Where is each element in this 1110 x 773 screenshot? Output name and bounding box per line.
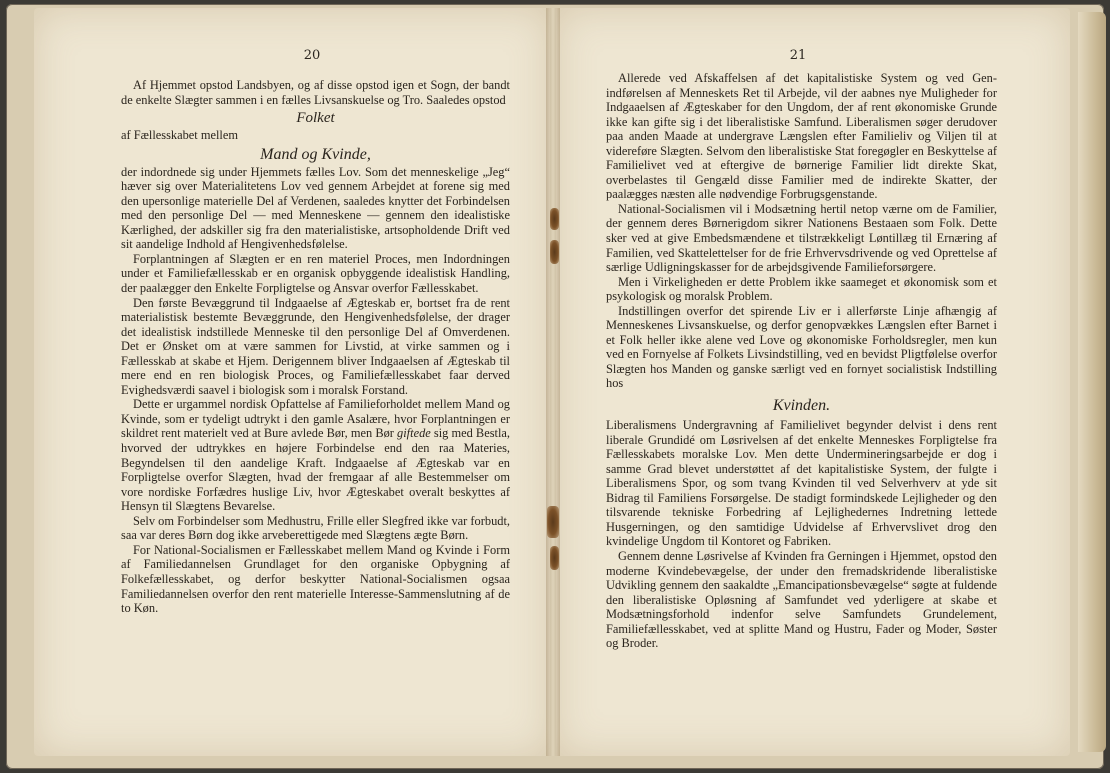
page-number-right: 21 <box>789 48 807 63</box>
staple-stain-2 <box>550 240 559 264</box>
paragraph: Gennem denne Løsrivelse af Kvinden fra Gerningen i Hjemmet, opstod den moderne Kvindebevægelse, der under den fremadskridende liberalistiske Udvikling gennem den saakaldte „Emancipationsbevægelse“ søgte at fuldende den liberalistiske Opløsning af Samfundet ved yderligere at skabe et Modsætningsforhold indenfor selve Samfundets Grundelement, Familiefællesskabet, ved at splitte Mand og Hustru, Fader og Moder, Søster og Broder. <box>606 548 997 651</box>
paragraph <box>121 397 510 513</box>
paragraph-text: sig med Bestla, hvorved der udtrykkes en højere Forbindelse end den raa Materies, Begyndelsen til den aandelige Kraft. Indgaaelse af Ægteskab var en Forpligtelse overfor Slægten, hvad der fremgaar af alle Bestemmelser om vore nordiske Forfædres huslige Liv, hvor Ægteskabet overalt beskyttes af Hensyn til Slægtens Bevarelse. <box>121 426 510 514</box>
staple-stain-3 <box>547 506 559 538</box>
paragraph: Men i Virkeligheden er dette Problem ikke saameget et økonomisk som et psykologisk og moralsk Problem. <box>606 274 997 304</box>
paragraph: Forplantningen af Slægten er en ren materiel Proces, men Indordningen under et Familiefællesskab er en organisk opbyggende idealistisk Handling, der paalægger den Enkelte Forpligtelse og Ansvar overfor Fællesskabet. <box>121 251 510 296</box>
paragraph: For National-Socialismen er Fællesskabet mellem Mand og Kvinde i Form af Familiedannelsen Grundlaget for den organiske Opbygning af Folkefællesskabet, og derfor beskytter National-Socialismen ogsaa Familiedannelsen overfor den rent materielle Interesse-Sammenslutning af de to Køn. <box>121 542 510 616</box>
paragraph-text: Dette er urgammel nordisk Opfattelse af Familieforholdet mellem Mand og Kvinde, som er tydeligt udtrykt i den gamle Asalære, hvor Forplantningen er skildret rent materielt ved at Bure avlede Bør, men Bør <box>121 397 510 441</box>
paragraph: Liberalismens Undergravning af Familielivet begynder delvist i dens rent liberale Grundidé om Løsrivelsen af det enkelte Menneskes Forpligtelse fra Fællesskabets moralske Lov. Men dette Undermineringsarbejde er dog i samme Grad blevet understøttet af det kapitalistiske System, der fulgte i Liberalismens Spor, og som tvang Kvinden til ved Selverhverv at yde sit Bidrag til Familiens Forsørgelse. De stadigt formindskede Lejligheder og den tilsvarende tekniske Forbedring af Lejlighedernes Indretning lettede Husgerningen, og den samtidige Udvidelse af Erhvervslivet drog den kvindelige Ungdom til Kontoret og Fabriken. <box>606 418 997 549</box>
paragraph: Selv om Forbindelser som Medhustru, Frille eller Slegfred ikke var forbudt, saa var deres Børn dog ikke arveberettigede med Slægtens ægte Børn. <box>121 513 510 543</box>
paragraph: Den første Bevæggrund til Indgaaelse af Ægteskab er, bortset fra de rent materialistisk bestemte Bevæggrunde, den Hengivenhedsfølelse, der drager det idealistisk indstillede Menneske til den personlige Del af Omverdenen. Det er Ønsket om at være sammen for Livstid, at virke sammen og i Fællesskab at skabe et Hjem. Derigennem bliver Indgaaelsen af Ægteskab til mere end en ren biologisk Proces, og Familiefællesskabet faar derved Evighedsværdi saavel i biologisk som i moralsk Forstand. <box>121 295 510 397</box>
heading-folket: Folket <box>296 110 335 127</box>
intro-paragraph: Af Hjemmet opstod Landsbyen, og af disse opstod igen et Sogn, der bandt de enkelte Slægter sammen i en fælles Livsanskuelse og Tro. Saaledes opstod <box>121 78 510 107</box>
line-after-heading: af Fællesskabet mellem <box>121 128 238 143</box>
staple-stain-1 <box>550 208 559 230</box>
paragraph: Allerede ved Afskaffelsen af det kapitalistiske System og ved Genindførelsen af Menneskets Ret til Arbejde, vil der aabnes nye Muligheder for Indgaaelsen af Ægteskaber for den Ungdom, der af rent økonomiske Grunde ikke kan gifte sig i det liberalistiske Samfund. Liberalismen søger derudover paa anden Maade at undergrave Længslen efter Familieliv og Viljen til at videreføre Slægten. Selvom den liberalistiske Stat foregøgler en Beskyttelse af Familielivet ved at eftergive de børnerige Familier lidt direkte Skat, overbelastes til Gengæld disse Familier med de indirekte Skatter, der paalægges næsten alle nødvendige Forbrugsgenstande. <box>606 71 997 202</box>
page-edges <box>1078 12 1106 752</box>
staple-stain-4 <box>550 546 559 570</box>
paragraph: der indordnede sig under Hjemmets fælles Lov. Som det menneskelige „Jeg“ hæver sig over Materialitetens Lov ved gennem Arbejdet at forene sig med den upersonlige materielle Del af Verdenen, saaledes knytter det Forbindelsen med den personlige Del — med Menneskene — gennem den idealistiske Kærlighed, der adskiller sig fra den materialistiske, artsopholdende Drift ved sit aandelige Indhold af Hengivenhedsfølelse. <box>121 164 510 252</box>
heading-kvinden: Kvinden. <box>772 397 831 415</box>
emphasis-text: giftede <box>397 426 431 441</box>
book-spine <box>546 8 560 756</box>
left-text-column <box>121 78 510 616</box>
heading-mand-og-kvinde: Mand og Kvinde, <box>260 145 371 163</box>
paragraph: National-Socialismen vil i Modsætning hertil netop værne om de Familier, der gennem deres Børnerigdom sikrer Nationens Bestaaen som Folk. Dette sker ved at give Embedsmændene et tilstrækkeligt Løntillæg til Ernæring af Familien, ved Skattelettelser for de frie Erhvervsdrivende og ved Oprettelse af særlige Udligningskasser for de arbejdsgivende Familieforsørgere. <box>606 201 997 275</box>
paragraph: Indstillingen overfor det spirende Liv er i allerførste Linje afhængig af Menneskenes Livsanskuelse, og derfor genopvækkes Længslen efter Barnet i et Folk heller ikke alene ved Love og økonomiske Forholdsregler, men kun ved en Fornyelse af Folkets Livsindstilling, ved en bevidst Pligtfølelse overfor Slægten hos Manden og ganske særligt ved en fornyet socialistisk Indstilling hos <box>606 303 997 391</box>
page-number-left: 20 <box>303 48 321 63</box>
right-text-column <box>606 71 997 651</box>
